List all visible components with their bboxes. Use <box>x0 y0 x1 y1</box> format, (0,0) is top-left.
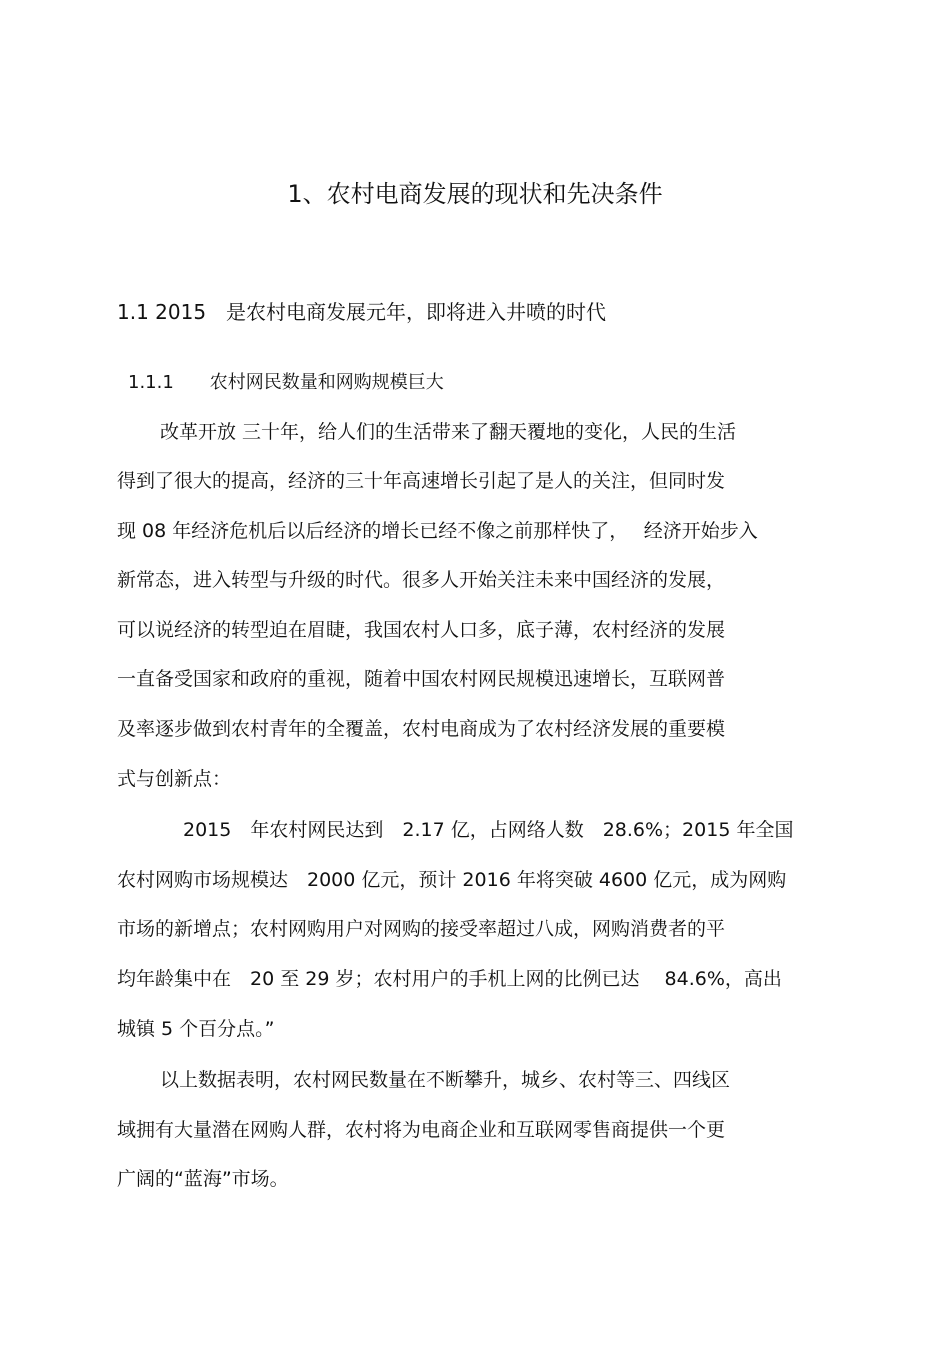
paragraph-line: 新常态，进入转型与升级的时代。很多人开始关注未来中国经济的发展， <box>117 569 726 591</box>
paragraph-line: 改革开放 三十年，给人们的生活带来了翻天覆地的变化，人民的生活 <box>160 421 737 443</box>
paragraph-line: 式与创新点： <box>117 768 232 790</box>
paragraph-line: 得到了很大的提高，经济的三十年高速增长引起了是人的关注，但同时发 <box>117 470 726 492</box>
paragraph-line: 以上数据表明，农村网民数量在不断攀升，城乡、农村等三、四线区 <box>160 1069 731 1091</box>
paragraph-line: 广阔的“蓝海”市场。 <box>117 1168 289 1190</box>
paragraph-line: 现 08 年经济危机后以后经济的增长已经不像之前那样快了， 经济开始步入 <box>117 520 758 542</box>
page-title: 1、农村电商发展的现状和先决条件 <box>287 180 663 208</box>
section-heading: 1.1 2015 是农村电商发展元年，即将进入井喷的时代 <box>117 300 607 324</box>
paragraph-line: 农村网购市场规模达 2000 亿元，预计 2016 年将突破 4600 亿元，成为网购 <box>117 869 787 891</box>
paragraph-line: 均年龄集中在 20 至 29 岁；农村用户的手机上网的比例已达 84.6%，高出 <box>117 968 782 990</box>
paragraph-line: 可以说经济的转型迫在眉睫，我国农村人口多，底子薄，农村经济的发展 <box>117 619 726 641</box>
paragraph-line: 域拥有大量潜在网购人群，农村将为电商企业和互联网零售商提供一个更 <box>117 1119 726 1141</box>
paragraph-line: 2015 年农村网民达到 2.17 亿，占网络人数 28.6%；2015 年全国 <box>183 819 794 841</box>
paragraph-line: 一直备受国家和政府的重视，随着中国农村网民规模迅速增长，互联网普 <box>117 668 726 690</box>
paragraph-line: 市场的新增点；农村网购用户对网购的接受率超过八成，网购消费者的平 <box>117 918 726 940</box>
paragraph-line: 及率逐步做到农村青年的全覆盖，农村电商成为了农村经济发展的重要模 <box>117 718 726 740</box>
subsection-heading: 1.1.1 农村网民数量和网购规模巨大 <box>128 372 444 393</box>
paragraph-line: 城镇 5 个百分点。” <box>117 1018 275 1040</box>
